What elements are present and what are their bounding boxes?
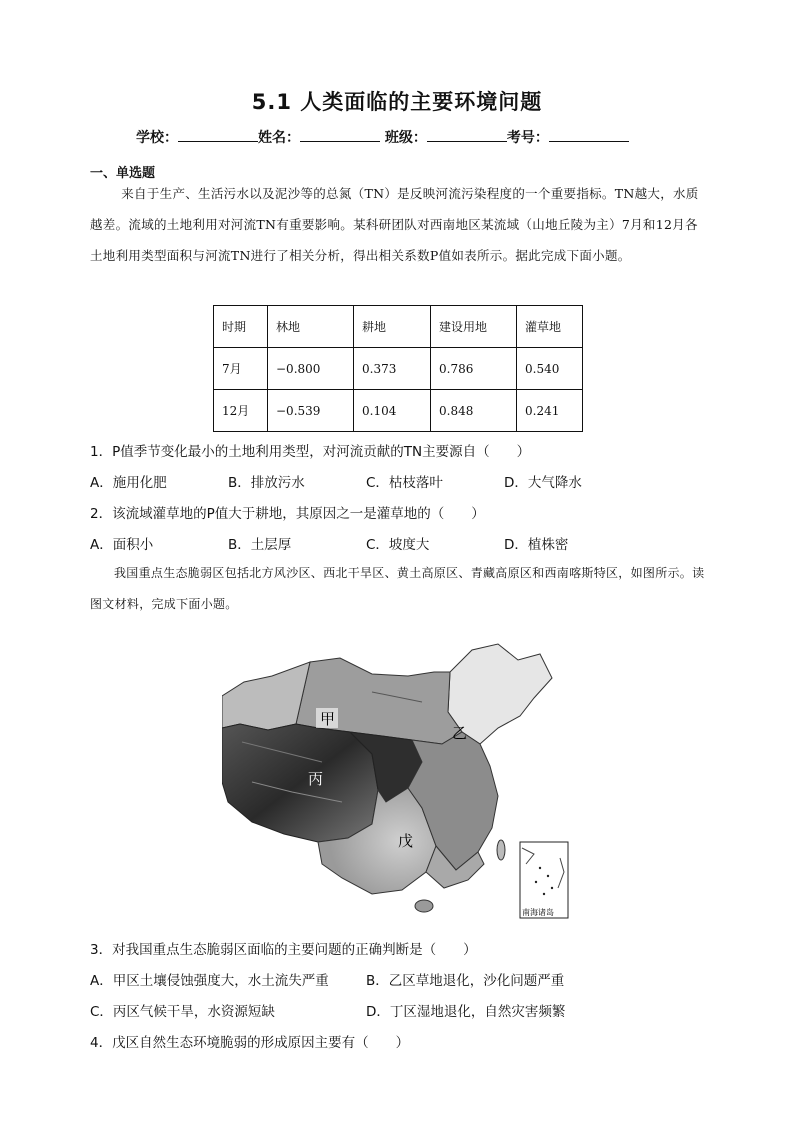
option-c[interactable]: C．枯枝落叶 xyxy=(366,475,443,491)
table-cell: 0.848 xyxy=(431,390,517,432)
passage-1: 来自于生产、生活污水以及泥沙等的总氮（TN）是反映河流污染程度的一个重要指标。TN越大，水质越差。流域的土地利用对河流TN有重要影响。某科研团队对西南地区某流域（山地丘陵为主）7月和12月各土地利用类型面积与河流TN进行了相关分析，得出相关系数P值如表所示。据此完成下面小题。 xyxy=(90,186,699,263)
school-label: 学校： xyxy=(136,130,178,146)
table-header-cell: 灌草地 xyxy=(517,306,583,348)
option-b[interactable]: B．乙区草地退化，沙化问题严重 xyxy=(366,973,565,989)
option-b[interactable]: B．土层厚 xyxy=(228,537,292,553)
table-header-cell: 耕地 xyxy=(354,306,431,348)
name-label: 姓名： xyxy=(258,130,300,146)
name-blank[interactable] xyxy=(300,127,380,142)
option-a[interactable]: A．面积小 xyxy=(90,537,154,553)
passage-2: 我国重点生态脆弱区包括北方风沙区、西北干旱区、黄土高原区、青藏高原区和西南喀斯特区，如图所示。读图文材料，完成下面小题。 xyxy=(90,566,705,611)
table-cell: 7月 xyxy=(214,348,268,390)
table-header-cell: 建设用地 xyxy=(431,306,517,348)
question-4: 4．戊区自然生态环境脆弱的形成原因主要有（ ） xyxy=(90,1035,410,1051)
school-blank[interactable] xyxy=(178,127,258,142)
table-header-cell: 林地 xyxy=(268,306,354,348)
table-cell: 12月 xyxy=(214,390,268,432)
question-1: 1．P值季节变化最小的土地利用类型，对河流贡献的TN主要源自（ ） xyxy=(90,444,531,460)
map-label-wu: 戊 xyxy=(398,832,414,850)
option-d[interactable]: D．大气降水 xyxy=(504,475,582,491)
table-row xyxy=(214,348,583,390)
option-a[interactable]: A．施用化肥 xyxy=(90,475,167,491)
option-c[interactable]: C．丙区气候干旱，水资源短缺 xyxy=(90,1004,275,1020)
table-cell: 0.540 xyxy=(517,348,583,390)
option-d[interactable]: D．丁区湿地退化，自然灾害频繁 xyxy=(366,1004,566,1020)
table-cell: 0.373 xyxy=(354,348,431,390)
exam-no-label: 考号： xyxy=(506,130,549,146)
option-c[interactable]: C．坡度大 xyxy=(366,537,430,553)
page-title: 5.1 人类面临的主要环境问题 xyxy=(251,90,543,114)
option-b[interactable]: B．排放污水 xyxy=(228,475,305,491)
map-label-jia: 甲 xyxy=(320,710,336,728)
section-heading: 一、单选题 xyxy=(90,166,156,181)
table-cell: 0.104 xyxy=(354,390,431,432)
ecological-fragile-zones-map xyxy=(222,632,574,922)
class-blank[interactable] xyxy=(427,127,507,142)
inset-label: 南海诸岛 xyxy=(522,908,554,917)
table-row xyxy=(214,390,583,432)
option-d[interactable]: D．植株密 xyxy=(504,537,569,553)
option-a[interactable]: A．甲区土壤侵蚀强度大，水土流失严重 xyxy=(90,973,329,989)
map-label-bing: 丙 xyxy=(308,770,324,788)
exam-no-blank[interactable] xyxy=(549,127,629,142)
table-cell: −0.539 xyxy=(268,390,354,432)
question-3: 3．对我国重点生态脆弱区面临的主要问题的正确判断是（ ） xyxy=(90,942,477,958)
question-2: 2．该流域灌草地的P值大于耕地，其原因之一是灌草地的（ ） xyxy=(90,506,485,522)
table-cell: 0.241 xyxy=(517,390,583,432)
student-info-line xyxy=(136,127,629,147)
correlation-table xyxy=(213,305,583,432)
table-cell: 0.786 xyxy=(431,348,517,390)
table-header-cell: 时期 xyxy=(214,306,268,348)
table-cell: −0.800 xyxy=(268,348,354,390)
class-label: 班级： xyxy=(384,130,427,146)
table-header-row xyxy=(214,306,583,348)
map-label-yi: 乙 xyxy=(452,724,468,742)
